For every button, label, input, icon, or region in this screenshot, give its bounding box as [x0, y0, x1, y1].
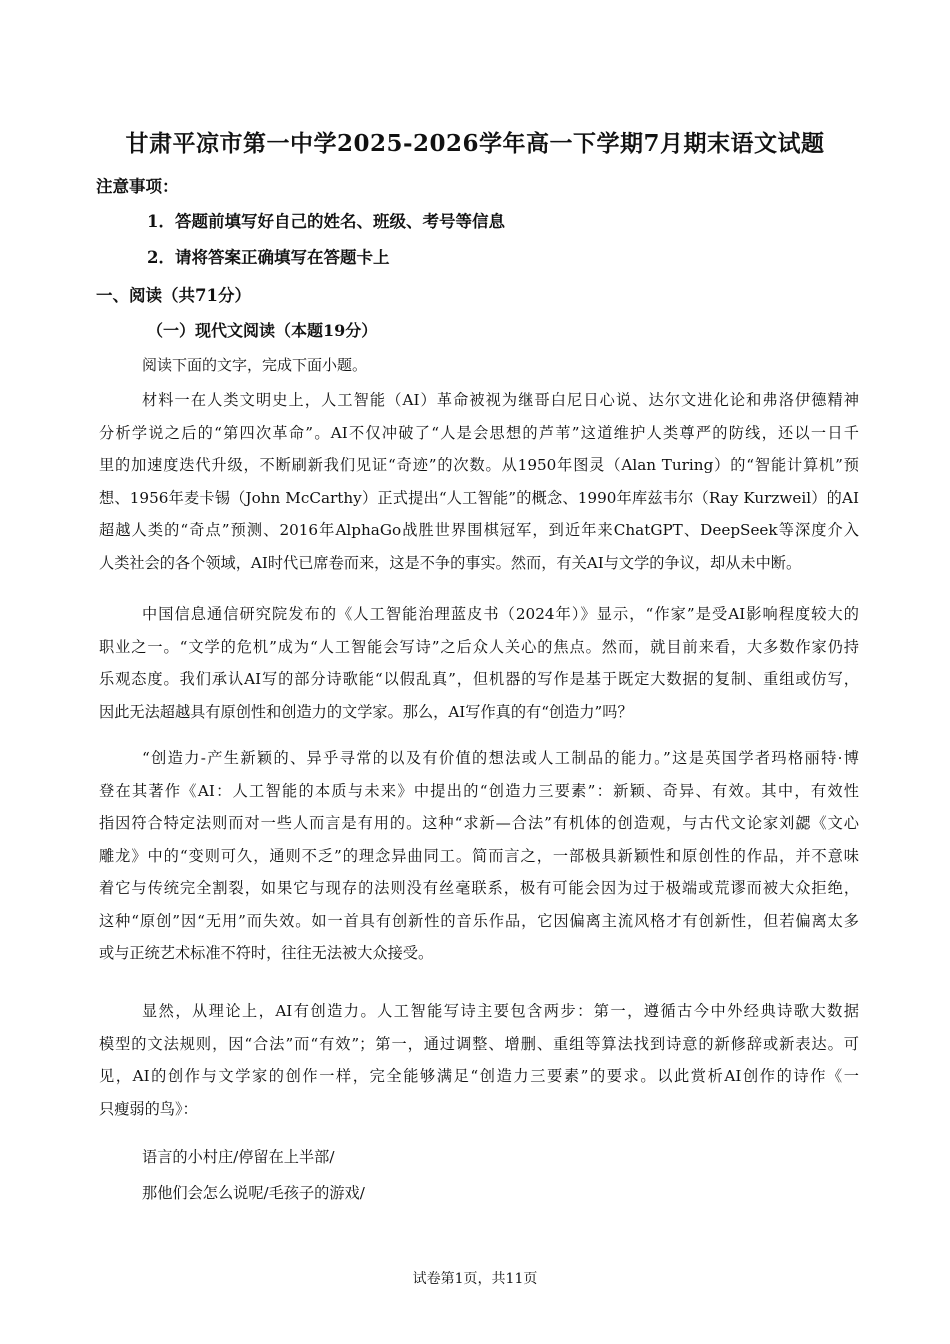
paragraph-line: 指因符合特定法则而对一些人而言是有用的。这种“求新—合法”有机体的创造观，与古代文论家刘勰《文心 [99, 814, 859, 832]
paragraph-line: 或与正统艺术标准不符时，往往无法被大众接受。 [99, 944, 434, 962]
page-footer: 试卷第1页，共11页 [412, 1271, 538, 1287]
paragraph-line: 人类社会的各个领域，AI时代已席卷而来，这是不争的事实。然而，有关AI与文学的争议，却从未中断。 [99, 553, 802, 572]
page-title: 甘肃平凉市第一中学2025-2026学年高一下学期7月期末语文试题 [125, 130, 825, 157]
poem-line-1: 语言的小村庄/停留在上半部/ [142, 1148, 335, 1166]
paragraph-line: 想、1956年麦卡锡（John McCarthy）正式提出“人工智能”的概念、1990年库兹韦尔（Ray Kurzweil）的AI [99, 488, 859, 507]
paragraph-line: 超越人类的“奇点”预测、2016年AlphaGo战胜世界围棋冠军，到近年来ChatGPT、DeepSeek等深度介入 [99, 521, 859, 539]
paragraph-line: 只瘦弱的鸟》： [99, 1099, 198, 1118]
paragraph-line: 分析学说之后的“第四次革命”。AI不仅冲破了“人是会思想的芦苇”这道维护人类尊严的防线，还以一日千 [99, 423, 859, 442]
paragraph-line: “创造力-产生新颖的、异乎寻常的以及有价值的想法或人工制品的能力。”这是英国学者玛格丽特·博 [142, 749, 859, 767]
notice-item-2: 2．请将答案正确填写在答题卡上 [147, 248, 390, 267]
notice-heading: 注意事项： [96, 177, 179, 196]
reading-instruction: 阅读下面的文字，完成下面小题。 [142, 356, 368, 374]
paragraph-ai-poetry [99, 995, 859, 1125]
paragraph-line: 因此无法超越具有原创性和创造力的文学家。那么，AI写作真的有“创造力”吗？ [99, 702, 633, 721]
paragraph-line: 乐观态度。我们承认AI写的部分诗歌能“以假乱真”，但机器的写作是基于既定大数据的复制、重组或仿写， [99, 670, 859, 688]
paragraph-line: 见，AI的创作与文学家的创作一样，完全能够满足“创造力三要素”的要求。以此赏析AI创作的诗作《一 [99, 1067, 859, 1085]
poem-line-2: 那他们会怎么说呢/毛孩子的游戏/ [142, 1184, 365, 1202]
subsection-heading-modern-reading: （一）现代文阅读（本题19分） [147, 321, 378, 340]
paragraph-line: 雕龙》中的“变则可久，通则不乏”的理念异曲同工。简而言之，一部极具新颖性和原创性的作品，并不意味 [99, 846, 859, 865]
paragraph-bluebook [99, 598, 859, 728]
paragraph-line: 这种“原创”因“无用”而失效。如一首具有创新性的音乐作品，它因偏离主流风格才有创新性，但若偏离太多 [99, 911, 859, 930]
paragraph-line: 登在其著作《AI：人工智能的本质与未来》中提出的“创造力三要素”：新颖、奇异、有效。其中，有效性 [99, 781, 859, 800]
notice-item-1: 1．答题前填写好自己的姓名、班级、考号等信息 [147, 212, 505, 231]
paragraph-line: 职业之一。“文学的危机”成为“人工智能会写诗”之后众人关心的焦点。然而，就目前来看，大多数作家仍持 [99, 637, 859, 656]
paragraph-line: 显然，从理论上，AI有创造力。人工智能写诗主要包含两步：第一，遵循古今中外经典诗歌大数据 [142, 1002, 859, 1020]
paragraph-line: 着它与传统完全割裂，如果它与现存的法则没有丝毫联系，极有可能会因为过于极端或荒谬而被大众拒绝， [99, 879, 859, 897]
paragraph-line: 模型的文法规则，因“合法”而“有效”；第一，通过调整、增删、重组等算法找到诗意的新修辞或新表达。可 [99, 1034, 859, 1053]
paragraph-line: 中国信息通信研究院发布的《人工智能治理蓝皮书（2024年）》显示，“作家”是受AI影响程度较大的 [142, 605, 859, 623]
paragraph-line: 材料一在人类文明史上，人工智能（AI）革命被视为继哥白尼日心说、达尔文进化论和弗洛伊德精神 [142, 391, 859, 409]
paragraph-line: 里的加速度迭代升级，不断刷新我们见证“奇迹”的次数。从1950年图灵（Alan Turing）的“智能计算机”预 [99, 456, 859, 474]
paragraph-creativity [99, 742, 859, 970]
paragraph-material-one [99, 384, 859, 579]
section-heading-reading: 一、阅读（共71分） [96, 286, 251, 305]
